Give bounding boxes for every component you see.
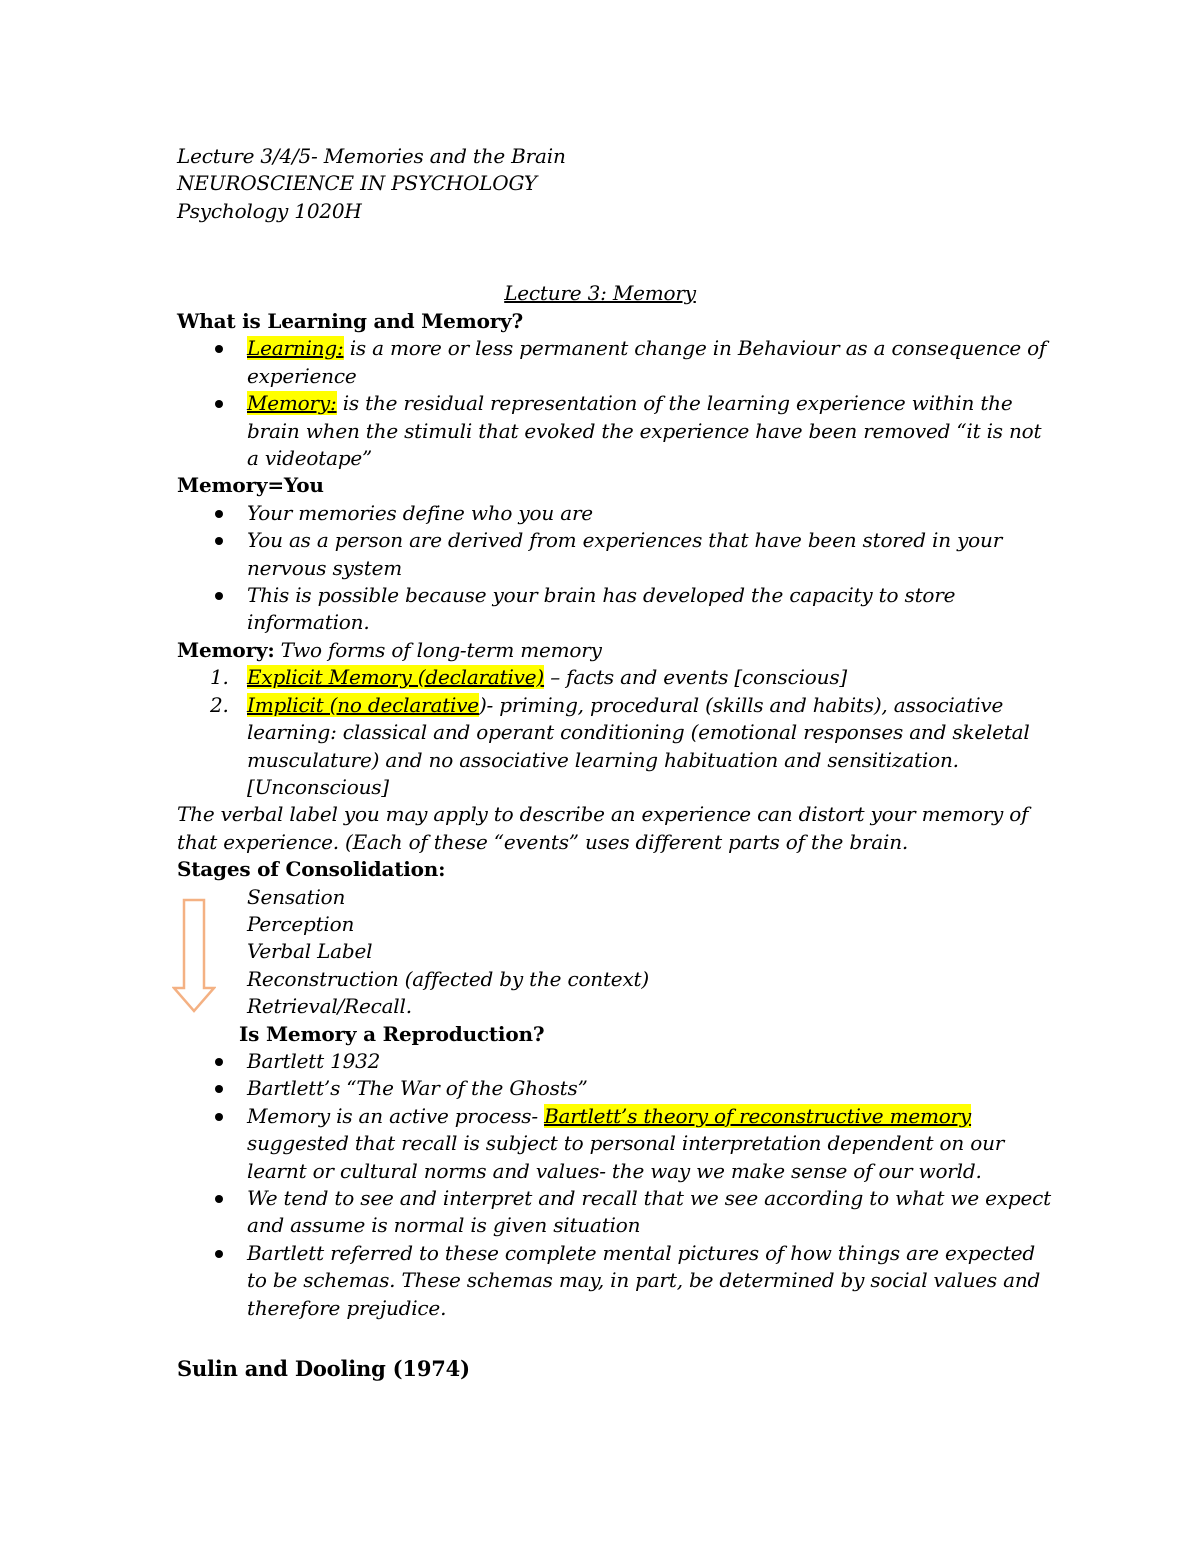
stage-item: Reconstruction (affected by the context) — [247, 966, 649, 991]
section-heading: What is Learning and Memory? — [177, 309, 523, 333]
stage-item: Sensation — [247, 884, 346, 909]
paragraph-verbal-label: The verbal label you may apply to describe an experience can distort your memory of that experience. (Each of these “events” uses different parts of the brain. — [177, 802, 1029, 854]
list-item: We tend to see and interpret and recall that we see according to what we expect and assume is normal is given situation — [177, 1185, 1057, 1240]
list-item: Your memories define who you are — [177, 500, 1057, 527]
stage-item: Verbal Label — [247, 939, 373, 964]
stages-list — [177, 884, 1057, 1021]
stage-item: Retrieval/Recall. — [247, 994, 412, 1019]
header-course-area: NEUROSCIENCE IN PSYCHOLOGY — [177, 171, 537, 196]
lecture-title: Lecture 3: Memory — [504, 281, 696, 305]
down-arrow-icon — [172, 898, 216, 1014]
list-number: 2. — [210, 692, 229, 717]
list-item: 2. Implicit (no declarative)- priming, procedural (skills and habits), associative learning: classical and operant conditioning (emotional responses and skeletal musculature) and no associative learning habituation and sensitization. [Unconscious] — [210, 692, 1030, 799]
section-heading: Stages of Consolidation: — [177, 857, 446, 882]
list-item: Memory is an active process- Bartlett’s theory of reconstructive memory suggested that recall is subject to personal interpretation dependent on our learnt or cultural norms and values- the way we make sense of our world. — [177, 1103, 1057, 1185]
list-item: Learning: is a more or less permanent change in Behaviour as a consequence of experience — [177, 335, 1057, 390]
list-item: Bartlett 1932 — [177, 1048, 1057, 1075]
stage-item: Perception — [247, 911, 355, 936]
section-heading: Sulin and Dooling (1974) — [177, 1356, 470, 1381]
list-item: 1. Explicit Memory (declarative) – facts and events [conscious] — [177, 664, 1057, 691]
section-heading: Memory: Two forms of long-term memory — [177, 637, 602, 662]
section-heading: Memory=You — [177, 473, 324, 498]
list-number: 1. — [210, 665, 229, 690]
document-header — [177, 143, 1057, 225]
list-item: You as a person are derived from experiences that have been stored in your nervous system — [177, 527, 1057, 582]
term-explicit-memory: Explicit Memory (declarative) — [247, 665, 545, 690]
term-learning: Learning: — [247, 336, 344, 361]
header-course-code: Psychology 1020H — [177, 198, 362, 223]
section-heading: Is Memory a Reproduction? — [239, 1021, 545, 1046]
section-learning-memory — [177, 308, 1057, 1322]
list-item: This is possible because your brain has developed the capacity to store information. — [177, 582, 1057, 637]
list-item: Memory: is the residual representation of the learning experience within the brain when the stimuli that evoked the experience have been removed “it is not a videotape” — [177, 390, 1057, 472]
header-lecture-line: Lecture 3/4/5- Memories and the Brain — [177, 144, 566, 168]
term-memory: Memory: — [247, 391, 337, 416]
list-item: Bartlett’s “The War of the Ghosts” — [177, 1075, 1057, 1102]
list-item: Bartlett referred to these complete mental pictures of how things are expected to be schemas. These schemas may, in part, be determined by social values and therefore prejudice. — [177, 1240, 1057, 1322]
term-implicit-memory: Implicit (no declarative — [247, 692, 479, 717]
term-reconstructive-memory: Bartlett’s theory of reconstructive memory — [544, 1103, 972, 1128]
